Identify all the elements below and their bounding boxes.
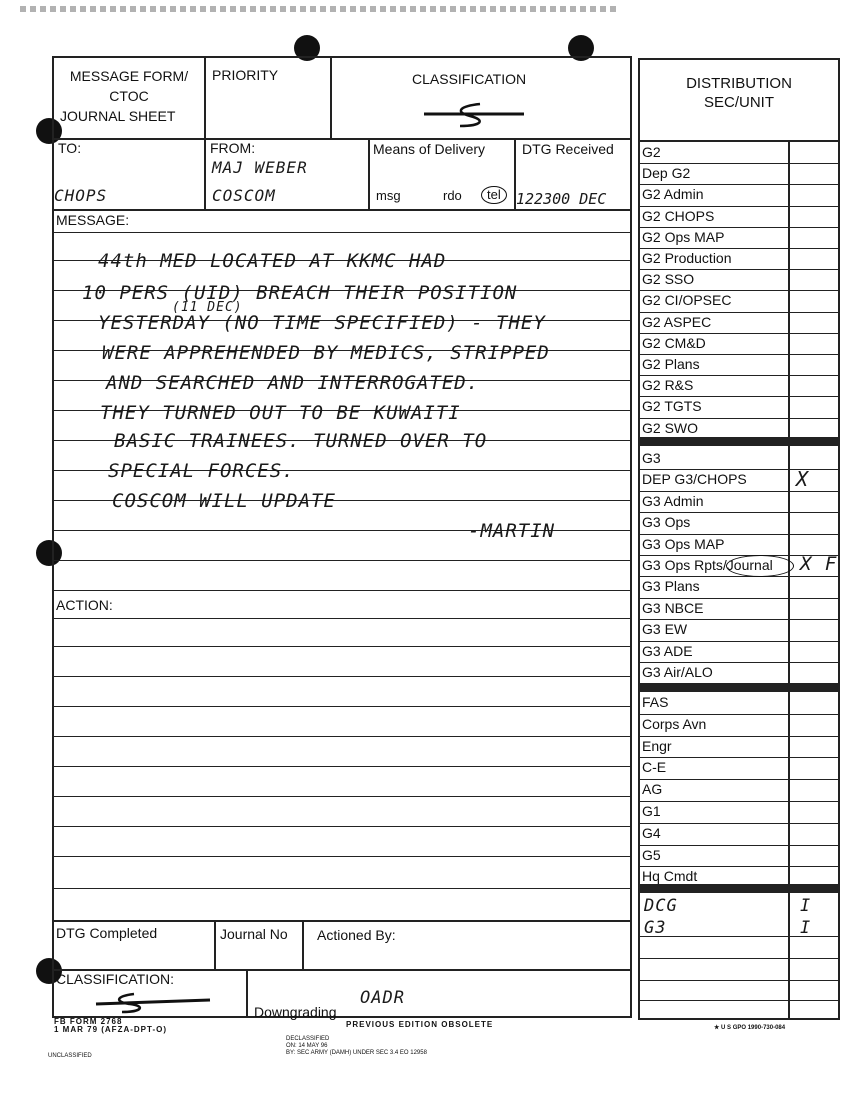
form-number: FB FORM 2768 1 MAR 79 (AFZA-DPT-O) bbox=[54, 1017, 167, 1034]
distribution-item: Dep G2 bbox=[642, 165, 691, 182]
ruled-line bbox=[52, 646, 632, 647]
distribution-row-line bbox=[638, 269, 840, 270]
journal-circle bbox=[726, 555, 794, 577]
dist-mark-dcg: I bbox=[800, 896, 812, 916]
distribution-row-line bbox=[638, 801, 840, 802]
from-value-unit: COSCOM bbox=[212, 186, 276, 205]
means-tel-circled: tel bbox=[481, 186, 507, 204]
ruled-line bbox=[52, 618, 632, 619]
distribution-item: G2 CI/OPSEC bbox=[642, 292, 732, 309]
distribution-item: G3 bbox=[642, 450, 661, 466]
distribution-item: G3 NBCE bbox=[642, 599, 704, 616]
ruled-line bbox=[52, 736, 632, 737]
distribution-item: G3 Ops MAP bbox=[642, 535, 725, 552]
distribution-row-line bbox=[638, 534, 840, 535]
distribution-item: G4 bbox=[642, 824, 661, 841]
classification-label: CLASSIFICATION bbox=[412, 71, 527, 87]
message-line: THEY TURNED OUT TO BE KUWAITI bbox=[100, 402, 461, 424]
distribution-row-line bbox=[638, 714, 840, 715]
dtg-received-value: 122300 DEC bbox=[516, 190, 607, 208]
distribution-row-line bbox=[638, 354, 840, 355]
ruled-line bbox=[52, 826, 632, 827]
message-line: BASIC TRAINEES. TURNED OVER TO bbox=[114, 430, 488, 452]
action-label: ACTION: bbox=[56, 597, 113, 613]
dist-mark-dep-g3: X bbox=[796, 467, 810, 491]
ruled-line bbox=[52, 232, 632, 233]
dist-handwritten-g3: G3 bbox=[644, 918, 667, 938]
distribution-row-line bbox=[638, 757, 840, 758]
distribution-item: G5 bbox=[642, 846, 661, 863]
message-line: COSCOM WILL UPDATE bbox=[112, 490, 336, 512]
dist-mark-g3: I bbox=[800, 918, 812, 938]
message-line: YESTERDAY (NO TIME SPECIFIED) - THEY bbox=[98, 312, 546, 334]
ruled-line bbox=[52, 560, 632, 561]
distribution-row-line bbox=[638, 823, 840, 824]
message-signature: -MARTIN bbox=[468, 520, 556, 542]
means-msg: msg bbox=[376, 188, 401, 203]
distribution-item: G2 Plans bbox=[642, 356, 700, 372]
distribution-row-line bbox=[638, 619, 840, 620]
message-line: SPECIAL FORCES. bbox=[108, 460, 295, 482]
distribution-item: C-E bbox=[642, 759, 667, 776]
distribution-row-line bbox=[638, 980, 840, 981]
declassified-stamp: DECLASSIFIED ON: 14 MAY 96 BY: SEC ARMY (DAMH) UNDER SEC 3.4 EO 12958 bbox=[286, 1036, 427, 1056]
distribution-item: G2 TGTS bbox=[642, 398, 702, 415]
distribution-row-line bbox=[638, 184, 840, 185]
distribution-row-line bbox=[638, 576, 840, 577]
distribution-row-line bbox=[638, 662, 840, 663]
ruled-line bbox=[52, 590, 632, 591]
distribution-row-line bbox=[638, 1000, 840, 1001]
distribution-row-line bbox=[638, 598, 840, 599]
downgrading-value: OADR bbox=[360, 988, 405, 1008]
means-of-delivery-label: Means of Delivery bbox=[373, 141, 486, 157]
distribution-row-line bbox=[638, 290, 840, 291]
distribution-row-line bbox=[638, 641, 840, 642]
form-title: MESSAGE FORM/ CTOC JOURNAL SHEET bbox=[60, 68, 189, 124]
distribution-row-line bbox=[638, 866, 840, 867]
ruled-line bbox=[52, 676, 632, 677]
distribution-row-line bbox=[638, 227, 840, 228]
unclassified-stamp: UNCLASSIFIED bbox=[48, 1053, 92, 1059]
distribution-row-line bbox=[638, 736, 840, 737]
distribution-row-line bbox=[638, 491, 840, 492]
distribution-item: G2 SWO bbox=[642, 419, 699, 436]
message-line: AND SEARCHED AND INTERROGATED. bbox=[106, 372, 480, 394]
distribution-row-line bbox=[638, 396, 840, 397]
distribution-row-line bbox=[638, 418, 840, 419]
distribution-item: G3 Ops Rpts/Journal bbox=[642, 557, 773, 573]
message-line: 10 PERS (UID) BREACH THEIR POSITION bbox=[82, 282, 518, 304]
distribution-item: G3 EW bbox=[642, 621, 688, 638]
ruled-line bbox=[52, 888, 632, 889]
distribution-row-line bbox=[638, 206, 840, 207]
distribution-item: G2 Production bbox=[642, 250, 732, 266]
priority-label: PRIORITY bbox=[212, 67, 279, 83]
ruled-line bbox=[52, 796, 632, 797]
message-insert-note: (11 DEC) bbox=[172, 300, 243, 315]
distribution-row-line bbox=[638, 845, 840, 846]
gpo-note: ★ U S GPO 1990-730-084 bbox=[714, 1025, 786, 1031]
dist-handwritten-dcg: DCG bbox=[644, 896, 678, 916]
message-label: MESSAGE: bbox=[56, 212, 130, 228]
downgrading-label: Downgrading bbox=[254, 1004, 337, 1020]
scan-header-noise bbox=[20, 6, 620, 12]
distribution-item: Hq Cmdt bbox=[642, 868, 698, 885]
distribution-row-line bbox=[638, 958, 840, 959]
distribution-row-line bbox=[638, 375, 840, 376]
distribution-item: G3 ADE bbox=[642, 642, 693, 659]
distribution-item: G2 CHOPS bbox=[642, 207, 715, 224]
from-value-name: MAJ WEBER bbox=[212, 158, 308, 177]
ruled-line bbox=[52, 856, 632, 857]
from-label: FROM: bbox=[210, 140, 256, 156]
distribution-separator bbox=[638, 884, 840, 893]
distribution-item: G2 ASPEC bbox=[642, 313, 712, 330]
distribution-row-line bbox=[638, 163, 840, 164]
distribution-item: G2 Ops MAP bbox=[642, 228, 725, 245]
distribution-item: DEP G3/CHOPS bbox=[642, 471, 747, 488]
distribution-item: G2 bbox=[642, 144, 661, 160]
distribution-separator bbox=[638, 683, 840, 692]
distribution-item: G3 Admin bbox=[642, 492, 704, 509]
to-value: CHOPS bbox=[54, 186, 108, 205]
dist-mark-journal: X F bbox=[800, 553, 838, 575]
ruled-line bbox=[52, 766, 632, 767]
dtg-completed-label: DTG Completed bbox=[56, 925, 158, 941]
actioned-by-label: Actioned By: bbox=[317, 927, 396, 943]
distribution-row-line bbox=[638, 248, 840, 249]
message-line: 44th MED LOCATED AT KKMC HAD bbox=[98, 250, 447, 272]
distribution-item: G3 Ops bbox=[642, 514, 691, 531]
distribution-row-line bbox=[638, 469, 840, 470]
distribution-item: G2 SSO bbox=[642, 271, 695, 288]
ruled-line bbox=[52, 706, 632, 707]
distribution-item: G3 Air/ALO bbox=[642, 664, 713, 680]
journal-no-label: Journal No bbox=[220, 926, 288, 942]
distribution-row-line bbox=[638, 512, 840, 513]
distribution-item: G2 R&S bbox=[642, 377, 694, 394]
distribution-item: G2 Admin bbox=[642, 186, 704, 203]
distribution-item: Engr bbox=[642, 737, 672, 754]
distribution-row-line bbox=[638, 312, 840, 313]
distribution-item: AG bbox=[642, 781, 663, 798]
distribution-item: G3 Plans bbox=[642, 578, 700, 595]
message-line: WERE APPREHENDED BY MEDICS, STRIPPED bbox=[102, 342, 550, 364]
distribution-item: Corps Avn bbox=[642, 715, 707, 732]
distribution-item: FAS bbox=[642, 694, 669, 710]
distribution-item: G1 bbox=[642, 803, 661, 819]
to-label: TO: bbox=[58, 140, 82, 156]
distribution-row-line bbox=[638, 779, 840, 780]
distribution-row-line bbox=[638, 333, 840, 334]
distribution-title: DISTRIBUTION SEC/UNIT bbox=[686, 75, 792, 111]
footer-classification-mark bbox=[94, 990, 214, 1014]
previous-edition-note: PREVIOUS EDITION OBSOLETE bbox=[346, 1020, 494, 1029]
distribution-item: G2 CM&D bbox=[642, 334, 706, 351]
means-rdo: rdo bbox=[443, 188, 462, 203]
footer-classification-label: CLASSIFICATION: bbox=[56, 971, 174, 987]
dtg-received-label: DTG Received bbox=[522, 141, 614, 157]
classification-mark bbox=[420, 100, 530, 130]
distribution-separator bbox=[638, 437, 840, 446]
